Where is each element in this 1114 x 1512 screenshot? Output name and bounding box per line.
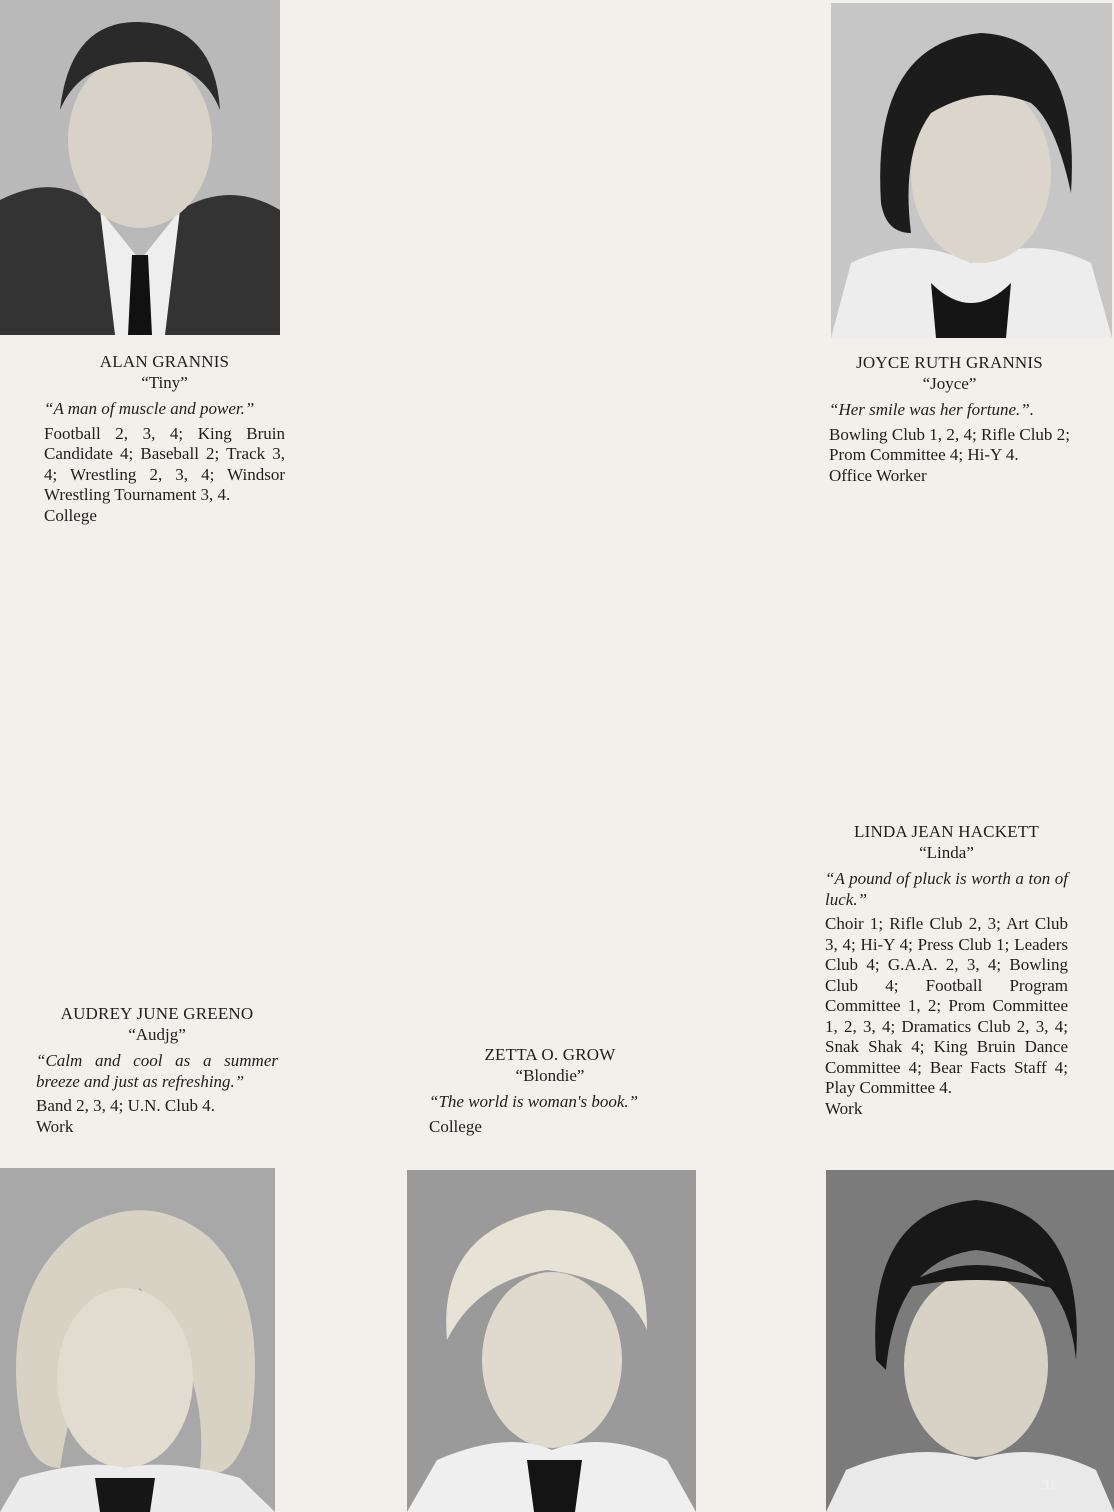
student-activities: Bowling Club 1, 2, 4; Rifle Club 2; Prom Committee 4; Hi-Y 4.	[829, 424, 1070, 464]
entry-alan-grannis	[44, 352, 285, 526]
entry-joyce-ruth-grannis	[829, 353, 1070, 486]
student-activities: Choir 1; Rifle Club 2, 3; Art Club 3, 4; Hi-Y 4; Press Club 1; Leaders Club 4; G.A.A. 2, 3, 4; Bowling Club 4; Football Program Committee 1, 2; Prom Committee 1, 2, 3, 4; Dramatics Club 2, 3, 4; Snak Shak 4; King Bruin Dance Committee 4; Bear Facts Staff 4; Play Committee 4.	[825, 914, 1068, 1097]
student-activities: Band 2, 3, 4; U.N. Club 4.	[36, 1096, 215, 1115]
student-quote: “A pound of pluck is worth a ton of luck.”	[825, 869, 1068, 909]
student-quote: “Calm and cool as a summer breeze and just as refreshing.”	[36, 1051, 278, 1091]
student-name: ALAN GRANNIS	[99, 352, 230, 371]
student-plans: College	[44, 505, 97, 525]
entry-zetta-o-grow	[429, 1045, 671, 1137]
entry-linda-jean-hackett	[825, 822, 1068, 1119]
student-name: ZETTA O. GROW	[484, 1045, 616, 1064]
photo-linda-jean-hackett	[826, 1170, 1114, 1512]
student-quote: “Her smile was her fortune.”.	[829, 400, 1034, 419]
student-plans: Work	[825, 1098, 863, 1118]
student-plans: Office Worker	[829, 465, 927, 485]
student-plans: College	[429, 1116, 482, 1136]
student-quote: “The world is woman's book.”	[429, 1092, 639, 1111]
student-nickname: “Blondie”	[515, 1065, 585, 1085]
student-nickname: “Joyce”	[922, 373, 977, 393]
photo-audrey-june-greeno	[0, 1168, 275, 1512]
entry-audrey-june-greeno	[36, 1004, 278, 1137]
photo-alan-grannis	[0, 0, 280, 335]
student-nickname: “Audjg”	[128, 1024, 186, 1044]
student-nickname: “Linda”	[919, 842, 974, 862]
student-quote: “A man of muscle and power.”	[44, 399, 255, 418]
page-number: 31	[1042, 1478, 1056, 1493]
student-activities: Football 2, 3, 4; King Bruin Candidate 4; Baseball 2; Track 3, 4; Wrestling 2, 3, 4; Windsor Wrestling Tournament 3, 4.	[44, 423, 285, 504]
student-name: AUDREY JUNE GREENO	[60, 1004, 254, 1023]
student-name: LINDA JEAN HACKETT	[854, 822, 1039, 841]
student-name: JOYCE RUTH GRANNIS	[856, 353, 1043, 372]
photo-zetta-o-grow	[407, 1170, 696, 1512]
photo-joyce-ruth-grannis	[831, 3, 1112, 338]
student-plans: Work	[36, 1116, 74, 1136]
student-nickname: “Tiny”	[141, 372, 188, 392]
